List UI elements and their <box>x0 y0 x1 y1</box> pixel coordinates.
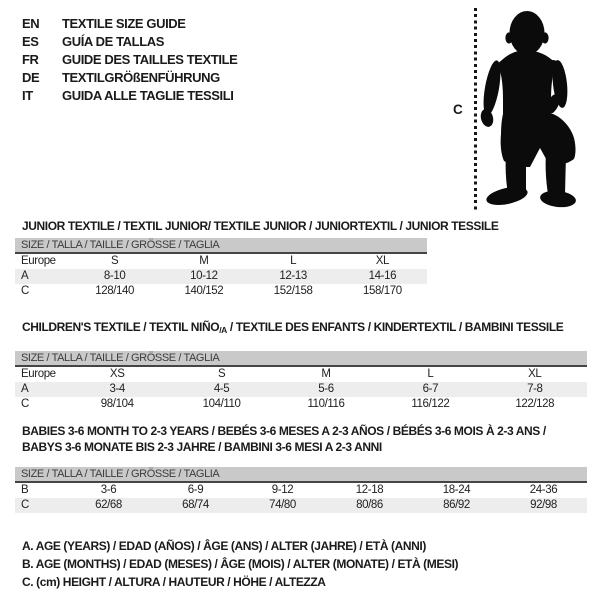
size-header-bar: SIZE / TALLA / TAILLE / GRÖSSE / TAGLIA <box>15 467 587 482</box>
legend-notes <box>22 537 458 591</box>
lang-row-es <box>22 33 237 51</box>
row-label: A <box>15 382 65 397</box>
size-cell: XL <box>528 368 542 380</box>
baby-silhouette-icon <box>478 6 588 212</box>
lang-row-it <box>22 87 237 105</box>
lang-title: GUIDE DES TAILLES TEXTILE <box>62 52 238 67</box>
note-line-b: B. AGE (MONTHS) / EDAD (MESES) / ÂGE (MOIS) / ALTER (MONATE) / ETÀ (MESI) <box>22 557 459 571</box>
row-label: Europe <box>21 368 56 380</box>
size-cell: 122/128 <box>515 398 555 410</box>
size-cell: 86/92 <box>413 498 500 513</box>
size-cell: 6-7 <box>378 382 482 397</box>
size-cell: 24-36 <box>529 484 558 496</box>
row-label: Europe <box>21 255 56 267</box>
size-cell: S <box>110 255 119 267</box>
size-cell: 116/122 <box>411 398 450 410</box>
size-cell: 68/74 <box>152 498 239 513</box>
size-cell: S <box>217 368 226 380</box>
table-row <box>15 253 427 269</box>
size-cell: 98/104 <box>100 398 134 410</box>
size-cell: 110/116 <box>307 398 345 410</box>
size-cell: 12-13 <box>249 269 338 284</box>
children-title-prefix: CHILDREN'S TEXTILE / TEXTIL NIÑO <box>22 320 220 334</box>
language-list <box>22 15 237 105</box>
table-row <box>15 482 587 498</box>
lang-code: FR <box>22 52 39 67</box>
table-row <box>15 366 587 382</box>
size-cell: 4-5 <box>169 382 273 397</box>
note-line-a: A. AGE (YEARS) / EDAD (AÑOS) / ÂGE (ANS) / ALTER (JAHRE) / ETÀ (ANNI) <box>22 539 426 553</box>
lang-code: ES <box>22 34 39 49</box>
size-header-bar: SIZE / TALLA / TAILLE / GRÖSSE / TAGLIA <box>15 351 587 366</box>
size-cell: 6-9 <box>187 484 204 496</box>
size-cell: 128/140 <box>95 285 135 297</box>
size-cell: 7-8 <box>483 382 587 397</box>
size-cell: 10-12 <box>159 269 248 284</box>
lang-title: TEXTILGRÖßENFÜHRUNG <box>62 70 220 85</box>
size-cell: 18-24 <box>442 484 471 496</box>
size-cell: 152/158 <box>273 285 313 297</box>
size-cell: M <box>321 368 331 380</box>
children-size-table <box>15 351 587 412</box>
size-cell: 62/68 <box>65 498 152 513</box>
babies-title-line1: BABIES 3-6 MONTH TO 2-3 YEARS / BEBÉS 3-6 MESES A 2-3 AÑOS / BÉBÉS 3-6 MOIS À 2-3 ANS / <box>22 424 546 438</box>
lang-title: TEXTILE SIZE GUIDE <box>62 16 186 31</box>
note-line-c: C. (cm) HEIGHT / ALTURA / HAUTEUR / HÖHE / ALTEZZA <box>22 575 326 589</box>
babies-size-table <box>15 467 587 513</box>
lang-title: GUÍA DE TALLAS <box>62 34 165 49</box>
size-cell: 14-16 <box>338 269 427 284</box>
lang-row-de <box>22 69 237 87</box>
size-cell: 8-10 <box>70 269 159 284</box>
size-header-row <box>15 467 587 482</box>
size-cell: XL <box>375 255 390 267</box>
row-label: C <box>21 285 29 297</box>
size-cell: L <box>290 255 297 267</box>
babies-table-title <box>22 423 546 455</box>
row-label: A <box>15 269 70 284</box>
size-cell: 9-12 <box>271 484 294 496</box>
row-label: C <box>15 498 65 513</box>
size-cell: M <box>199 255 209 267</box>
size-cell: 5-6 <box>274 382 378 397</box>
size-header-bar: SIZE / TALLA / TAILLE / GRÖSSE / TAGLIA <box>15 238 427 253</box>
lang-code: EN <box>22 16 40 31</box>
children-title-suffix: / TEXTILE DES ENFANTS / KINDERTEXTIL / BAMBINI TESSILE <box>226 320 564 334</box>
size-cell: L <box>427 368 434 380</box>
height-dashed-line <box>474 8 477 212</box>
lang-title: GUIDA ALLE TAGLIE TESSILI <box>62 88 234 103</box>
size-cell: 74/80 <box>239 498 326 513</box>
size-cell: 92/98 <box>500 498 587 513</box>
size-header-row <box>15 238 427 253</box>
lang-code: IT <box>22 88 33 103</box>
babies-title-line2: BABYS 3-6 MONATE BIS 2-3 JAHRE / BAMBINI 3-6 MESI A 2-3 ANNI <box>22 440 382 454</box>
lang-code: DE <box>22 70 40 85</box>
size-cell: 3-6 <box>100 484 117 496</box>
table-row <box>15 269 427 284</box>
junior-table-title: JUNIOR TEXTILE / TEXTIL JUNIOR/ TEXTILE JUNIOR / JUNIORTEXTIL / JUNIOR TESSILE <box>22 219 499 233</box>
height-c-label: C <box>453 102 463 117</box>
size-cell: 140/152 <box>184 285 224 297</box>
size-cell: 3-4 <box>65 382 169 397</box>
size-header-row <box>15 351 587 366</box>
children-table-title <box>22 319 563 338</box>
size-cell: 158/170 <box>362 285 402 297</box>
size-cell: 80/86 <box>326 498 413 513</box>
table-row <box>15 382 587 397</box>
table-row <box>15 498 587 513</box>
children-title-sub: /A <box>219 325 227 335</box>
lang-row-en <box>22 15 237 33</box>
size-cell: 104/110 <box>202 398 241 410</box>
lang-row-fr <box>22 51 237 69</box>
table-row <box>15 284 427 299</box>
junior-size-table <box>15 238 427 299</box>
size-cell: XS <box>109 368 125 380</box>
row-label: C <box>21 398 29 410</box>
table-row <box>15 397 587 412</box>
row-label: B <box>21 484 29 496</box>
size-cell: 12-18 <box>355 484 384 496</box>
